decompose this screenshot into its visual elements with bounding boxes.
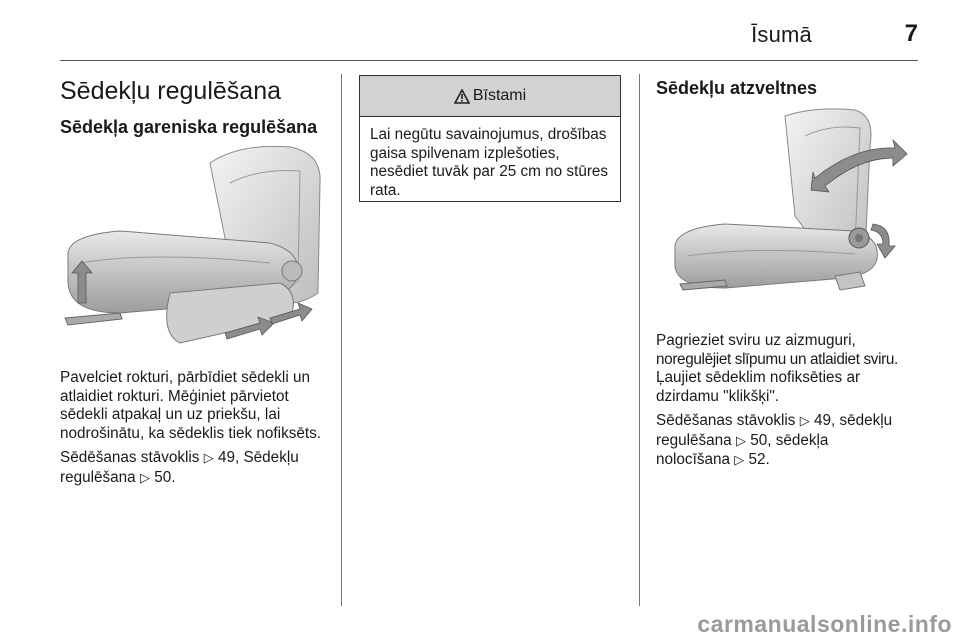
running-header-title: Īsumā bbox=[751, 22, 812, 47]
ref-page: 49, Sēdekļu bbox=[217, 449, 299, 466]
warning-triangle-icon bbox=[454, 89, 470, 104]
warning-text: Lai negūtu savainojumus, drošības gaisa spilvenam izplešoties, nesēdiet tuvāk par 25 cm no stūres rata. bbox=[370, 126, 609, 199]
ref-text: Sēdēšanas stāvoklis bbox=[60, 449, 200, 466]
instruction-paragraph: Pavelciet rokturi, pārbīdiet sēdekli un atlaidiet rokturi. Mēģiniet pārvietot sēdekli atpakaļ un uz priekšu, lai nodrošinātu, ka sēdeklis tiek nofiksēts. bbox=[60, 369, 322, 442]
reference-arrow-icon: ▷ bbox=[734, 453, 745, 468]
reference-arrow-icon: ▷ bbox=[799, 414, 810, 429]
warning-title: Bīstami bbox=[472, 87, 527, 104]
ref-text: regulēšana bbox=[60, 468, 136, 486]
page-number: 7 bbox=[904, 20, 918, 47]
reference-arrow-icon: ▷ bbox=[203, 451, 214, 466]
section-heading: Sēdekļu regulēšana bbox=[60, 77, 281, 105]
instruction-line: noregulējiet slīpumu un atlaidiet sviru. bbox=[656, 350, 898, 368]
header-divider bbox=[60, 60, 918, 61]
column-divider-right bbox=[639, 74, 640, 606]
instruction-line: dzirdamu "klikšķi". bbox=[656, 387, 780, 405]
ref-text: regulēšana bbox=[656, 431, 732, 449]
ref-page: 52. bbox=[748, 451, 770, 468]
subsection-heading: Sēdekļa gareniska regulēšana bbox=[60, 117, 318, 137]
seat-adjust-instructions bbox=[60, 369, 336, 488]
ref-text: Sēdēšanas stāvoklis bbox=[656, 412, 796, 429]
warning-header bbox=[360, 76, 620, 117]
ref-page: 50. bbox=[154, 468, 176, 486]
instruction-line: Pagrieziet sviru uz aizmuguri, bbox=[656, 332, 856, 349]
warning-box bbox=[359, 75, 621, 202]
ref-page: 50, sēdekļa bbox=[750, 431, 829, 449]
instruction-paragraph bbox=[656, 332, 931, 406]
reference-arrow-icon: ▷ bbox=[139, 470, 150, 486]
reference-arrow-icon: ▷ bbox=[735, 433, 746, 449]
instruction-line: Ļaujiet sēdeklim nofiksēties ar bbox=[656, 369, 861, 386]
cross-reference-paragraph bbox=[656, 412, 931, 471]
section-heading-backrest: Sēdekļu atzveltnes bbox=[656, 78, 818, 98]
ref-text: nolocīšana bbox=[656, 451, 730, 468]
ref-page: 49, sēdekļu bbox=[813, 412, 893, 429]
cross-reference-paragraph bbox=[60, 449, 336, 488]
watermark: carmanualsonline.info bbox=[697, 611, 952, 637]
backrest-recline-illustration bbox=[655, 106, 919, 318]
column-divider-left bbox=[341, 74, 342, 606]
backrest-instructions bbox=[656, 332, 931, 471]
seat-fore-aft-illustration bbox=[60, 143, 324, 355]
